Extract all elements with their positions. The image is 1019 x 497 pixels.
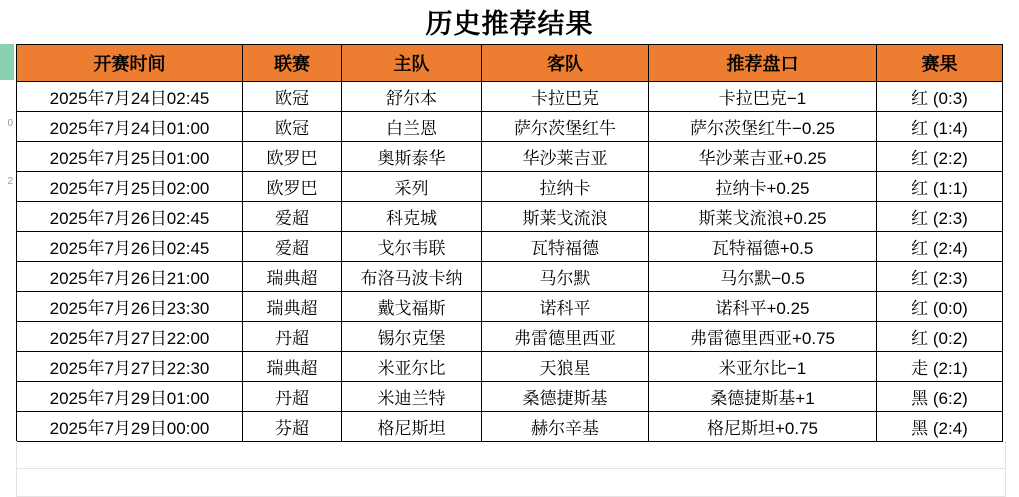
column-header-away-team: 客队 bbox=[482, 45, 649, 82]
cell-time: 2025年7月26日23:30 bbox=[17, 292, 243, 322]
result-score: (2:1) bbox=[932, 359, 968, 378]
result-score: (2:3) bbox=[932, 209, 968, 228]
status-badge: 红 bbox=[911, 89, 929, 108]
row-number bbox=[0, 44, 14, 80]
cell-league: 芬超 bbox=[243, 412, 342, 442]
cell-time: 2025年7月27日22:30 bbox=[17, 352, 243, 382]
cell-result bbox=[877, 412, 1003, 442]
cell-away-team: 弗雷德里西亚 bbox=[482, 322, 649, 352]
table-row bbox=[17, 292, 1003, 322]
cell-result bbox=[877, 382, 1003, 412]
result-score: (0:0) bbox=[932, 299, 968, 318]
cell-pick: 米亚尔比−1 bbox=[649, 352, 877, 382]
row-number bbox=[0, 370, 14, 399]
cell-away-team: 赫尔辛基 bbox=[482, 412, 649, 442]
cell-away-team: 萨尔茨堡红牛 bbox=[482, 112, 649, 142]
cell-away-team: 诺科平 bbox=[482, 292, 649, 322]
cell-league: 欧冠 bbox=[243, 82, 342, 112]
cell-league: 瑞典超 bbox=[243, 262, 342, 292]
cell-home-team: 布洛马波卡纳 bbox=[342, 262, 482, 292]
cell-time: 2025年7月25日01:00 bbox=[17, 142, 243, 172]
grid-line bbox=[1005, 441, 1006, 496]
cell-result bbox=[877, 172, 1003, 202]
table-row bbox=[17, 232, 1003, 262]
cell-away-team: 桑德捷斯基 bbox=[482, 382, 649, 412]
cell-result bbox=[877, 142, 1003, 172]
cell-home-team: 奥斯泰华 bbox=[342, 142, 482, 172]
grid-line bbox=[16, 441, 17, 496]
status-badge: 红 bbox=[911, 299, 929, 318]
cell-home-team: 采列 bbox=[342, 172, 482, 202]
page-title: 历史推荐结果 bbox=[425, 8, 594, 39]
table-row bbox=[17, 142, 1003, 172]
cell-league: 爱超 bbox=[243, 202, 342, 232]
cell-home-team: 米亚尔比 bbox=[342, 352, 482, 382]
cell-result bbox=[877, 202, 1003, 232]
table-row bbox=[17, 352, 1003, 382]
cell-home-team: 白兰恩 bbox=[342, 112, 482, 142]
cell-league: 欧罗巴 bbox=[243, 172, 342, 202]
cell-home-team: 舒尔本 bbox=[342, 82, 482, 112]
cell-pick: 卡拉巴克−1 bbox=[649, 82, 877, 112]
row-number bbox=[0, 254, 14, 283]
cell-pick: 弗雷德里西亚+0.75 bbox=[649, 322, 877, 352]
column-header-result: 赛果 bbox=[877, 45, 1003, 82]
cell-league: 丹超 bbox=[243, 382, 342, 412]
column-header-home-team: 主队 bbox=[342, 45, 482, 82]
cell-time: 2025年7月26日02:45 bbox=[17, 232, 243, 262]
result-score: (1:1) bbox=[932, 179, 968, 198]
cell-time: 2025年7月29日00:00 bbox=[17, 412, 243, 442]
column-header-time: 开赛时间 bbox=[17, 45, 243, 82]
cell-result bbox=[877, 262, 1003, 292]
cell-home-team: 科克城 bbox=[342, 202, 482, 232]
row-number: 0 bbox=[7, 118, 13, 129]
result-score: (0:3) bbox=[932, 89, 968, 108]
table-row bbox=[17, 322, 1003, 352]
result-score: (1:4) bbox=[932, 119, 968, 138]
status-badge: 红 bbox=[911, 269, 929, 288]
status-badge: 红 bbox=[911, 149, 929, 168]
result-score: (0:2) bbox=[932, 329, 968, 348]
cell-league: 欧冠 bbox=[243, 112, 342, 142]
cell-pick: 诺科平+0.25 bbox=[649, 292, 877, 322]
row-number bbox=[0, 196, 14, 225]
cell-league: 瑞典超 bbox=[243, 292, 342, 322]
empty-rows-area bbox=[16, 441, 1006, 497]
row-number bbox=[0, 399, 14, 428]
cell-pick: 瓦特福德+0.5 bbox=[649, 232, 877, 262]
cell-time: 2025年7月25日02:00 bbox=[17, 172, 243, 202]
cell-away-team: 瓦特福德 bbox=[482, 232, 649, 262]
cell-home-team: 米迪兰特 bbox=[342, 382, 482, 412]
status-badge: 红 bbox=[911, 329, 929, 348]
result-score: (2:4) bbox=[932, 419, 968, 438]
table-row bbox=[17, 112, 1003, 142]
cell-result bbox=[877, 322, 1003, 352]
cell-away-team: 马尔默 bbox=[482, 262, 649, 292]
cell-result bbox=[877, 352, 1003, 382]
results-table bbox=[16, 44, 1003, 442]
status-badge: 走 bbox=[911, 359, 929, 378]
table-row bbox=[17, 202, 1003, 232]
cell-time: 2025年7月29日01:00 bbox=[17, 382, 243, 412]
cell-league: 瑞典超 bbox=[243, 352, 342, 382]
cell-home-team: 锡尔克堡 bbox=[342, 322, 482, 352]
cell-away-team: 华沙莱吉亚 bbox=[482, 142, 649, 172]
cell-time: 2025年7月24日02:45 bbox=[17, 82, 243, 112]
result-score: (2:4) bbox=[932, 239, 968, 258]
cell-time: 2025年7月24日01:00 bbox=[17, 112, 243, 142]
title-row bbox=[0, 0, 1019, 42]
cell-result bbox=[877, 112, 1003, 142]
table-row bbox=[17, 262, 1003, 292]
cell-pick: 马尔默−0.5 bbox=[649, 262, 877, 292]
row-number bbox=[0, 312, 14, 341]
cell-pick: 格尼斯坦+0.75 bbox=[649, 412, 877, 442]
row-number bbox=[0, 225, 14, 254]
cell-time: 2025年7月26日21:00 bbox=[17, 262, 243, 292]
cell-away-team: 拉纳卡 bbox=[482, 172, 649, 202]
cell-home-team: 戈尔韦联 bbox=[342, 232, 482, 262]
status-badge: 黑 bbox=[911, 389, 929, 408]
row-number: 2 bbox=[7, 176, 13, 187]
row-number bbox=[0, 138, 14, 167]
cell-time: 2025年7月27日22:00 bbox=[17, 322, 243, 352]
status-badge: 红 bbox=[911, 119, 929, 138]
row-number bbox=[0, 341, 14, 370]
status-badge: 红 bbox=[911, 179, 929, 198]
table-row bbox=[17, 412, 1003, 442]
status-badge: 黑 bbox=[911, 419, 929, 438]
cell-pick: 桑德捷斯基+1 bbox=[649, 382, 877, 412]
cell-pick: 拉纳卡+0.25 bbox=[649, 172, 877, 202]
empty-row bbox=[16, 469, 1006, 497]
result-score: (2:3) bbox=[932, 269, 968, 288]
row-number bbox=[0, 80, 14, 109]
column-header-league: 联赛 bbox=[243, 45, 342, 82]
row-number bbox=[0, 283, 14, 312]
cell-result bbox=[877, 232, 1003, 262]
cell-away-team: 卡拉巴克 bbox=[482, 82, 649, 112]
empty-row bbox=[16, 441, 1006, 469]
table-row bbox=[17, 172, 1003, 202]
cell-result bbox=[877, 292, 1003, 322]
cell-pick: 斯莱戈流浪+0.25 bbox=[649, 202, 877, 232]
result-score: (6:2) bbox=[932, 389, 968, 408]
table-body bbox=[17, 82, 1003, 442]
row-number-gutter bbox=[0, 44, 14, 444]
column-header-pick: 推荐盘口 bbox=[649, 45, 877, 82]
cell-home-team: 格尼斯坦 bbox=[342, 412, 482, 442]
cell-time: 2025年7月26日02:45 bbox=[17, 202, 243, 232]
cell-result bbox=[877, 82, 1003, 112]
table-row bbox=[17, 382, 1003, 412]
cell-league: 爱超 bbox=[243, 232, 342, 262]
cell-league: 欧罗巴 bbox=[243, 142, 342, 172]
table-header-row bbox=[17, 45, 1003, 82]
cell-away-team: 天狼星 bbox=[482, 352, 649, 382]
status-badge: 红 bbox=[911, 209, 929, 228]
cell-away-team: 斯莱戈流浪 bbox=[482, 202, 649, 232]
cell-home-team: 戴戈福斯 bbox=[342, 292, 482, 322]
cell-pick: 萨尔茨堡红牛−0.25 bbox=[649, 112, 877, 142]
result-score: (2:2) bbox=[932, 149, 968, 168]
table-row bbox=[17, 82, 1003, 112]
cell-league: 丹超 bbox=[243, 322, 342, 352]
status-badge: 红 bbox=[911, 239, 929, 258]
cell-pick: 华沙莱吉亚+0.25 bbox=[649, 142, 877, 172]
